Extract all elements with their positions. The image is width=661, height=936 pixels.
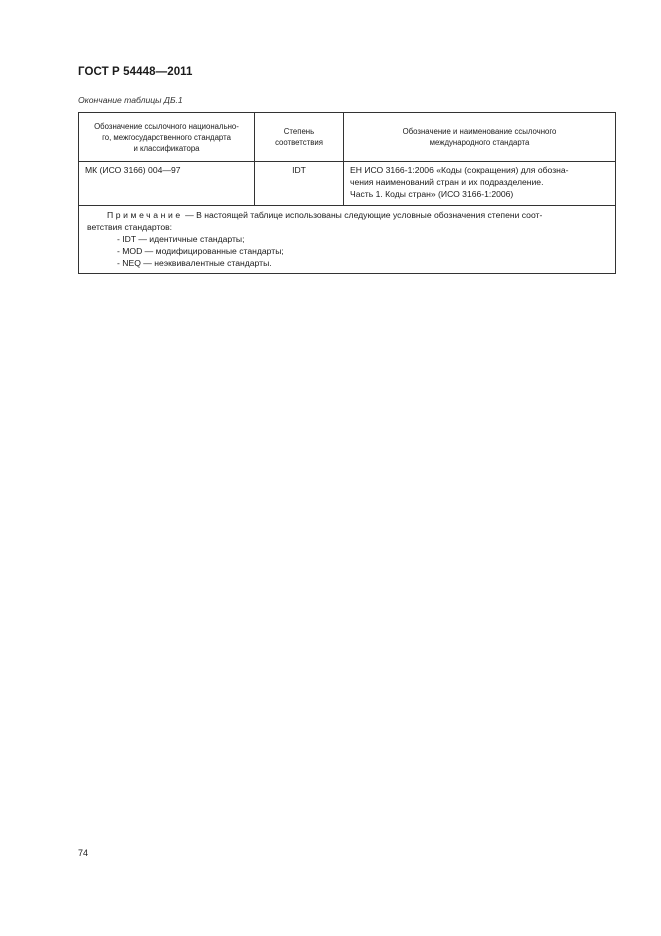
note-line <box>87 209 607 221</box>
table-header-row <box>79 113 616 162</box>
table-note <box>79 206 616 274</box>
table-caption: Окончание таблицы ДБ.1 <box>78 95 183 105</box>
header-line: и классификатора <box>133 143 200 153</box>
note-label: Примечание <box>107 210 183 220</box>
column-header-national-standard <box>79 113 255 162</box>
note-item-idt: - IDT — идентичные стандарты; <box>117 234 245 244</box>
international-line: ЕН ИСО 3166-1:2006 «Коды (сокращения) для обозна- <box>350 165 569 175</box>
header-line: Обозначение и наименование ссылочного <box>402 127 557 136</box>
header-line: Обозначение ссылочного национально- <box>94 121 239 131</box>
column-header-degree <box>255 113 344 162</box>
cell-national-designation: МК (ИСО 3166) 004—97 <box>79 162 255 206</box>
cell-degree: IDT <box>255 162 344 206</box>
column-header-international-standard <box>344 113 616 162</box>
note-line: ветствия стандартов: <box>87 222 173 232</box>
header-line: го, межгосударственного стандарта <box>102 132 231 142</box>
reference-standards-table <box>78 112 616 274</box>
table-row <box>79 162 616 206</box>
header-line: международного стандарта <box>429 138 530 147</box>
note-item-mod: - MOD — модифицированные стандарты; <box>117 246 284 256</box>
note-item-neq: - NEQ — неэквивалентные стандарты. <box>117 258 272 268</box>
header-line: соответствия <box>275 138 323 147</box>
international-line: чения наименований стран и их подразделение. <box>350 177 544 187</box>
page-number: 74 <box>78 848 89 858</box>
note-text: — В настоящей таблице использованы следующие условные обозначения степени соот- <box>182 210 543 220</box>
document-code: ГОСТ Р 54448—2011 <box>78 66 193 78</box>
header-line: Степень <box>283 127 315 136</box>
cell-international-standard <box>344 162 616 206</box>
note-row <box>79 206 616 274</box>
international-line: Часть 1. Коды стран» (ИСО 3166-1:2006) <box>350 189 514 199</box>
